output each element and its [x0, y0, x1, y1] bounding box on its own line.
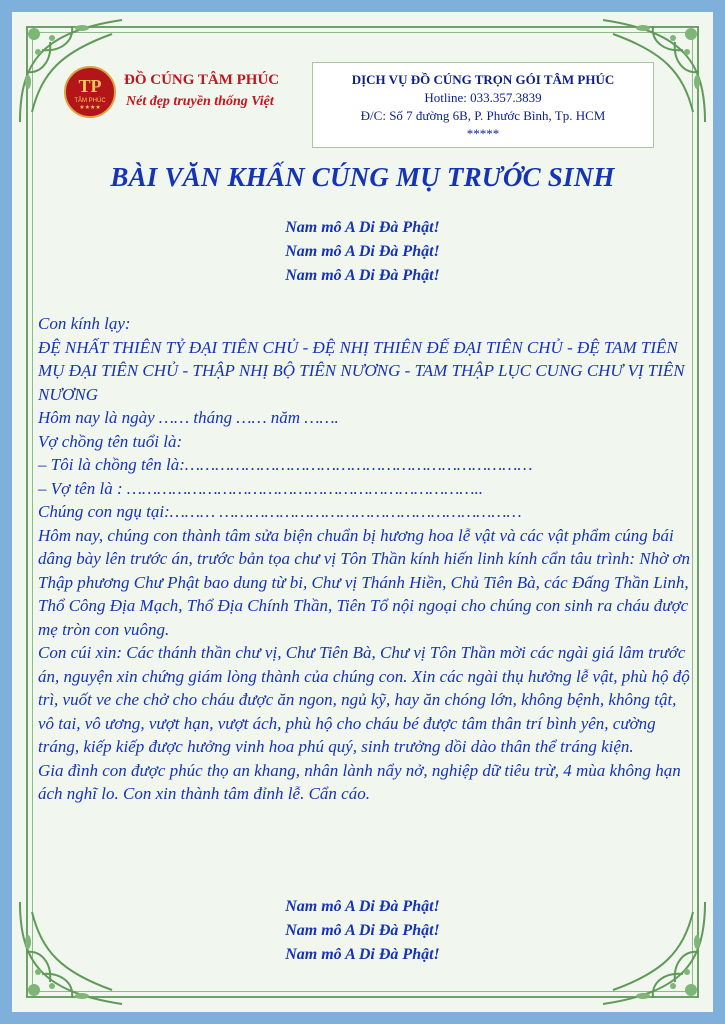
chant-top — [12, 216, 713, 288]
chant-line: Nam mô A Di Đà Phật! — [285, 243, 440, 260]
chant-line: Nam mô A Di Đà Phật! — [285, 267, 440, 284]
brand-slogan: Nét đẹp truyền thống Việt — [126, 94, 274, 109]
service-info-box — [312, 62, 654, 148]
paragraph: Vợ chồng tên tuổi là: — [38, 431, 183, 451]
paragraph: Con kính lạy: — [38, 314, 131, 333]
logo-mark: TP — [78, 76, 102, 96]
prayer-body — [38, 312, 693, 806]
paragraph: – Vợ tên là : …………………………………………………………….. — [38, 478, 484, 498]
brand-name: ĐỒ CÚNG TÂM PHÚC — [124, 72, 280, 88]
document-page — [12, 12, 713, 1012]
chant-line: Nam mô A Di Đà Phật! — [285, 219, 440, 236]
logo-sub: TÂM PHÚC ★★★★ — [74, 98, 106, 111]
service-address: Đ/C: Số 7 đường 6B, P. Phước Bình, Tp. HCM — [360, 108, 606, 123]
service-stars: ***** — [466, 126, 500, 141]
chant-line: Nam mô A Di Đà Phật! — [285, 922, 440, 939]
paragraph: – Tôi là chồng tên là:…………………………………………………………… — [38, 455, 533, 474]
chant-bottom — [12, 895, 713, 967]
service-title: DỊCH VỤ ĐỒ CÚNG TRỌN GÓI TÂM PHÚC — [351, 72, 615, 87]
chant-line: Nam mô A Di Đà Phật! — [285, 946, 440, 963]
chant-line: Nam mô A Di Đà Phật! — [285, 898, 440, 915]
paragraph: Con cúi xin: Các thánh thần chư vị, Chư Tiên Bà, Chư vị Tôn Thần mời các ngài giá lâm trước án, nguyện xin chứng giám lòng thành của chúng con. Xin các ngài thụ hưởng lễ vật, phù hộ độ trì, vuốt ve che chở cho cháu được ăn ngon, ngủ kỹ, hay ăn chóng lớn, không bệnh, không tật, vô tai, vô ương, vượt hạn, vượt ách, phù hộ cho cháu bé được tâm thân trí bình yên, cường tráng, kiếp kiếp được hưởng vinh hoa phú quý, sinh trưởng dồi dào thân thể tráng kiện. — [38, 643, 690, 756]
paragraph: Hôm nay là ngày …… tháng …… năm ……. — [38, 408, 339, 427]
logo-emblem-icon — [64, 66, 116, 118]
paragraph: Gia đình con được phúc thọ an khang, nhân lành nẩy nở, nghiệp dữ tiêu trừ, 4 mùa không hạn ách nghĩ lo. Con xin thành tâm đỉnh lễ. Cẩn cáo. — [38, 760, 681, 803]
paragraph: Hôm nay, chúng con thành tâm sửa biện chuẩn bị hương hoa lễ vật và các vật phẩm cúng bái dâng bày lên trước án, trước bản tọa chư vị Tôn Thần kính hiến linh kính cẩn tâu trình: Nhờ ơn Thập phương Chư Phật bao dung từ bi, Chư vị Thánh Hiền, Chủ Tiên Bà, các Đấng Thần Linh, Thổ Công Địa Mạch, Thổ Địa Chính Thần, Tiên Tổ nội ngoại cho chúng con sinh ra cháu được mẹ tròn con vuông. — [38, 525, 690, 639]
paragraph: Chúng con ngụ tại:……… …………………………………………………… — [38, 502, 522, 521]
brand-logo — [64, 62, 314, 132]
service-hotline: Hotline: 033.357.3839 — [424, 90, 542, 105]
paragraph: ĐỆ NHẤT THIÊN TỶ ĐẠI TIÊN CHỦ - ĐỆ NHỊ THIÊN ĐẾ ĐẠI TIÊN CHỦ - ĐỆ TAM TIÊN MỤ ĐẠI TIÊN CHỦ - THẬP NHỊ BỘ TIÊN NƯƠNG - TAM THẬP LỤC CUNG CHƯ VỊ TIÊN NƯƠNG — [38, 337, 685, 404]
document-title: BÀI VĂN KHẤN CÚNG MỤ TRƯỚC SINH — [110, 162, 615, 192]
